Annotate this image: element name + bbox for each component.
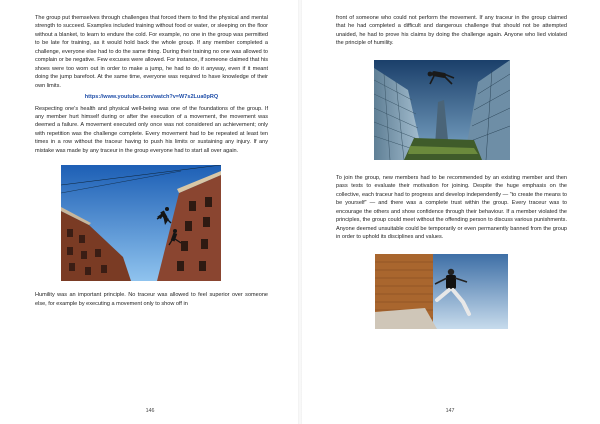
paragraph-training-challenges: The group put themselves through challenges that forced them to find the physical and mental strength to succeed. Examples included training without food or water, or sleeping on the floor without a blanket, to learn to endure the cold. For example, no one in the group was permitted to be late for training, as it would hold back the whole group. If any member completed a challenge, everyone else had to do the same thing. During their training no one was allowed to complain or be negative. Few excuses were allowed. For instance, if someone claimed that his shoes were too worn out in order to make a jump, he had to do it anyway, even if it meant doing the jump barefoot. At the same time, everyone was required to have knowledge of their own limits. xyxy=(35,15,268,89)
paragraph-health-respect: Respecting one's health and physical well-being was one of the foundations of the group. If any member hurt himself during or after the execution of a movement, the movement was deemed a failure. A movement executed only once was not considered an achievement; only with repetition was the challenge complete. Every movement had to be repeated at least ten times in a row without the traceur having to push his limits or sustaining any injury. If any mistake was made by any traceur in the group everyone had to start all over again. xyxy=(35,105,268,154)
page-number-left: 146 xyxy=(145,408,155,414)
paragraph-joining-group: To join the group, new members had to be recommended by an existing member and then pass tests to evaluate their motivation for joining. Despite the huge emphasis on the collective, each traceur had to progress and develop independently — “to create the means to be yourself” — and there was a complete trust within the group. Every traceur was to encourage the others and show confidence through their behaviour. If a member violated the principles, the group could meet without the offending person to discuss various punishments. Anyone deemed unsuitable could be temporarily or even permanently banned from the group in order to uphold its disciplines and values. xyxy=(336,174,567,240)
paragraph-humility-continued: front of someone who could not perform the movement. If any traceur in the group claimed that he had completed a difficult and dangerous challenge that should not be attempted unaided, he had to prove his claims by doing the challenge again. Anyone who lied violated the principle of humility. xyxy=(336,15,567,47)
right-page xyxy=(300,0,600,424)
youtube-link-line xyxy=(35,93,268,101)
photo-traceur-skyscrapers xyxy=(374,60,510,160)
paragraph-humility: Humility was an important principle. No traceur was allowed to feel superior over someone else, for example by executing a movement only to show off in xyxy=(35,292,268,307)
page-number-right: 147 xyxy=(445,408,455,414)
photo-traceur-between-buildings xyxy=(61,165,221,281)
photo-traceur-wall-jump xyxy=(375,254,508,329)
youtube-link[interactable]: https://www.youtube.com/watch?v=W7s2Lua0pRQ xyxy=(84,94,219,101)
